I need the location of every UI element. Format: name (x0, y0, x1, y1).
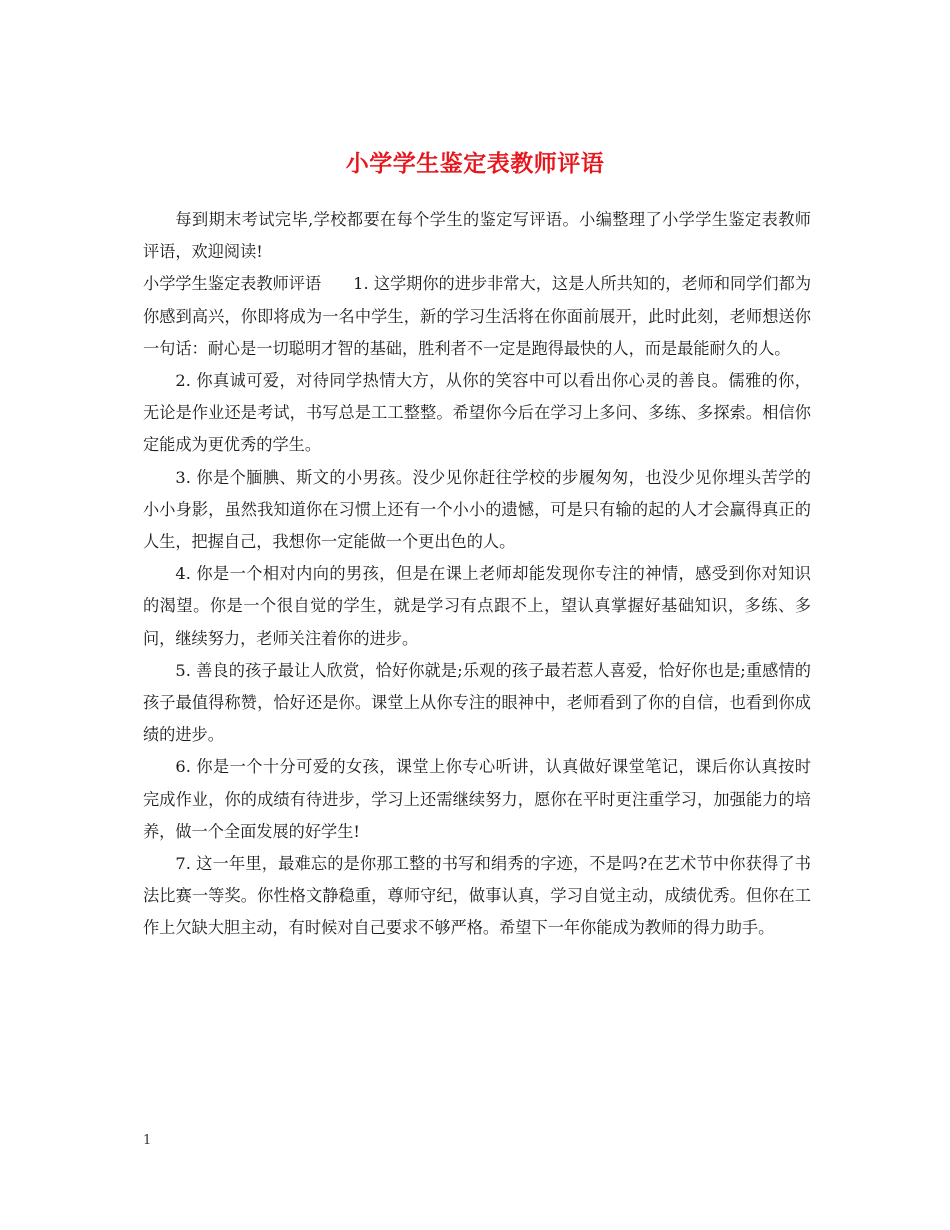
document-title: 小学学生鉴定表教师评语 (345, 150, 605, 178)
first-comment-paragraph (143, 268, 811, 365)
document-body (143, 204, 811, 945)
page-number: 1 (143, 1133, 152, 1148)
comment-7: 7. 这一年里，最难忘的是你那工整的书写和绢秀的字迹，不是吗?在艺术节中你获得了书法比赛一等奖。你性格文静稳重，尊师守纪，做事认真，学习自觉主动，成绩优秀。但你在工作上欠缺大胆主动，有时候对自己要求不够严格。希望下一年你能成为教师的得力助手。 (143, 854, 811, 938)
comment-1: 1. 这学期你的进步非常大，这是人所共知的，老师和同学们都为你感到高兴，你即将成为一名中学生，新的学习生活将在你面前展开，此时此刻，老师想送你一句话：耐心是一切聪明才智的基础，胜利者不一定是跑得最快的人，而是最能耐久的人。 (143, 274, 812, 358)
section-heading: 小学学生鉴定表教师评语 (143, 274, 322, 294)
comment-5: 5. 善良的孩子最让人欣赏，恰好你就是;乐观的孩子最若惹人喜爱，恰好你也是;重感情的孩子最值得称赞，恰好还是你。课堂上从你专注的眼神中，老师看到了你的自信，也看到你成绩的进步。 (143, 660, 811, 745)
comment-6: 6. 你是一个十分可爱的女孩，课堂上你专心听讲，认真做好课堂笔记，课后你认真按时完成作业，你的成绩有待进步，学习上还需继续努力，愿你在平时更注重学习，加强能力的培养，做一个全面发展的好学生! (143, 757, 811, 841)
comment-2: 2. 你真诚可爱，对待同学热情大方，从你的笑容中可以看出你心灵的善良。儒雅的你，无论是作业还是考试，书写总是工工整整。希望你今后在学习上多问、多练、多探索。相信你定能成为更优秀的学生。 (143, 371, 811, 455)
comment-4: 4. 你是一个相对内向的男孩，但是在课上老师却能发现你专注的神情，感受到你对知识的渴望。你是一个很自觉的学生，就是学习有点跟不上，望认真掌握好基础知识，多练、多问，继续努力，老师关注着你的进步。 (143, 564, 811, 648)
intro-paragraph: 每到期末考试完毕,学校都要在每个学生的鉴定写评语。小编整理了小学学生鉴定表教师评语，欢迎阅读! (143, 210, 811, 262)
comment-3: 3. 你是个腼腆、斯文的小男孩。没少见你赶往学校的步履匆匆，也没少见你埋头苦学的小小身影，虽然我知道你在习惯上还有一个小小的遗憾，可是只有输的起的人才会赢得真正的人生，把握自己，我想你一定能做一个更出色的人。 (143, 467, 811, 552)
